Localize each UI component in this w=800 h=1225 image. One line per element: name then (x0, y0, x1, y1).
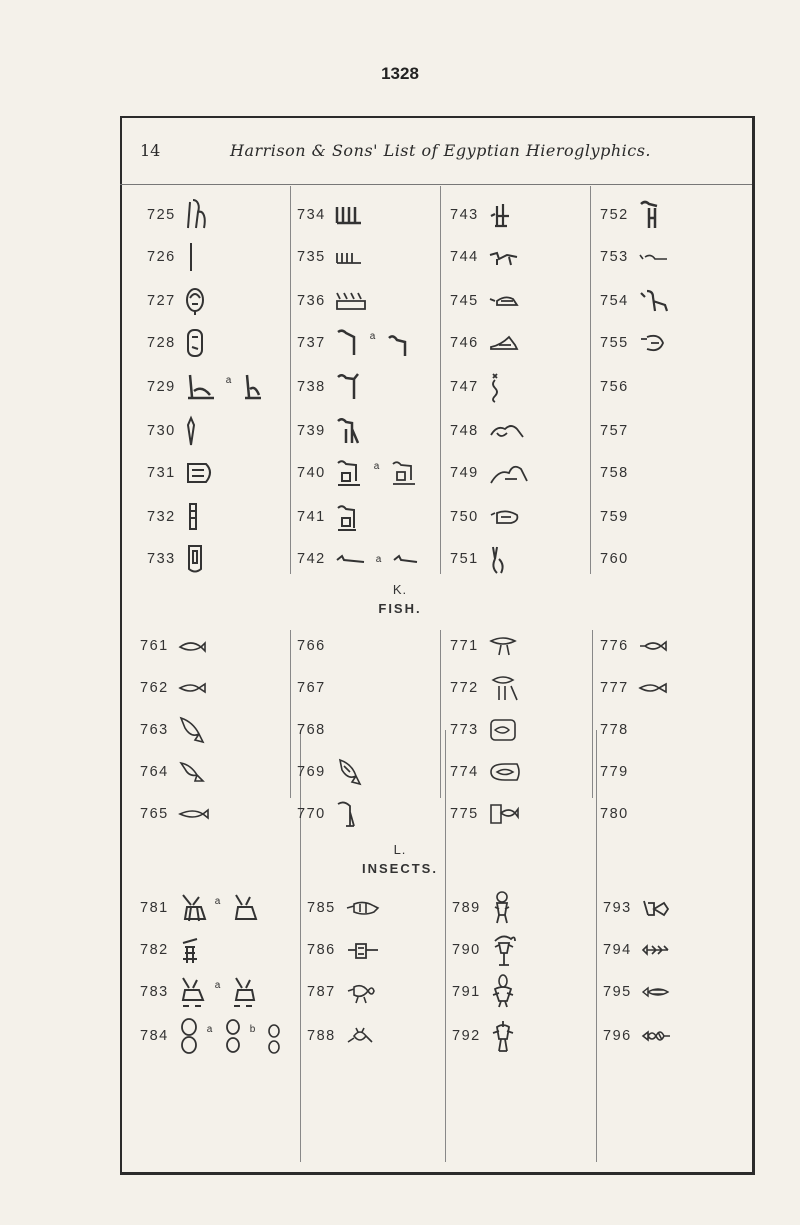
sign-entry: 756 (600, 379, 629, 395)
hieroglyph-icon (637, 331, 669, 355)
sign-entry: 769 (297, 760, 364, 784)
hieroglyph-icon (487, 459, 533, 487)
sign-entry: 786 (307, 938, 382, 962)
hieroglyph-icon (487, 247, 521, 267)
sign-entry: 748 (450, 419, 527, 443)
header-rule (120, 184, 752, 185)
section-name: FISH. (378, 601, 422, 616)
sign-entry: 764 (140, 760, 207, 784)
hieroglyph-icon (334, 203, 364, 227)
sign-entry: 790 (452, 938, 519, 962)
sign-entry: 767 (297, 680, 326, 696)
insect-icon (640, 1026, 674, 1046)
hieroglyph-icon (334, 371, 362, 403)
hieroglyph-icon (637, 198, 663, 232)
page-number: 1328 (381, 64, 419, 83)
hieroglyph-icon (184, 543, 206, 575)
sign-entry: 783 a (140, 980, 260, 1004)
sign-entry: 796 (603, 1024, 674, 1048)
sign-entry: 761 (140, 634, 207, 658)
hieroglyph-icon (334, 327, 360, 359)
sign-entry: 793 (603, 896, 672, 920)
sign-entry: 728 (147, 331, 206, 355)
fish-icon (487, 801, 521, 827)
hieroglyph-icon (385, 328, 411, 358)
sign-entry: 733 (147, 547, 206, 571)
sign-entry: 765 (140, 802, 211, 826)
insect-icon (640, 941, 672, 959)
sign-entry: 752 (600, 203, 663, 227)
variant-mark: a (373, 461, 381, 472)
sign-entry: 787 (307, 980, 378, 1004)
hieroglyph-icon (334, 415, 360, 447)
hieroglyph-icon (241, 371, 265, 403)
variant-mark: a (375, 553, 383, 565)
insect-icon (177, 1017, 201, 1055)
sign-entry: 743 (450, 203, 513, 227)
sign-entry: 791 (452, 980, 517, 1004)
column-divider (290, 630, 291, 798)
hieroglyph-icon (334, 247, 364, 267)
sign-entry: 740 a (297, 461, 419, 485)
header-title: Harrison & Sons' List of Egyptian Hieroglyphics. (230, 141, 651, 160)
sign-entry: 751 (450, 547, 509, 571)
hieroglyph-icon (487, 291, 521, 311)
section-heading-fish (0, 582, 800, 616)
fish-icon (487, 761, 525, 783)
sign-entry: 729 a (147, 375, 265, 399)
variant-mark: a (214, 980, 222, 991)
sign-entry: 768 (297, 722, 326, 738)
sign-entry: 766 (297, 638, 326, 654)
sign-entry: 757 (600, 423, 629, 439)
insect-icon (230, 891, 260, 925)
sign-entry: 795 (603, 980, 672, 1004)
section-letter: L. (393, 842, 407, 857)
sign-entry: 780 (600, 806, 629, 822)
fish-icon (334, 756, 364, 788)
hieroglyph-icon (184, 458, 216, 488)
sign-entry: 746 (450, 331, 521, 355)
hieroglyph-icon (334, 457, 364, 489)
variant-mark: a (369, 331, 377, 342)
insect-icon (265, 1017, 283, 1055)
sign-entry: 772 (450, 676, 521, 700)
hieroglyph-icon (184, 501, 202, 533)
insect-icon (344, 1024, 376, 1048)
fish-icon (177, 637, 207, 655)
hieroglyph-icon (487, 507, 523, 527)
hieroglyph-icon (487, 419, 527, 443)
sign-entry: 762 (140, 676, 207, 700)
sign-entry: 794 (603, 938, 672, 962)
sign-entry: 789 (452, 896, 515, 920)
sign-entry: 763 (140, 718, 207, 742)
insect-icon (344, 979, 378, 1005)
insect-icon (489, 931, 519, 969)
fish-icon (177, 806, 211, 822)
sign-entry: 744 (450, 245, 521, 269)
fish-icon (637, 680, 669, 696)
insect-icon (640, 984, 672, 1000)
sign-entry: 778 (600, 722, 629, 738)
hieroglyph-icon (184, 415, 198, 447)
hieroglyph-icon (637, 287, 671, 315)
column-divider (590, 186, 591, 574)
hieroglyph-icon (184, 198, 212, 232)
fish-icon (177, 759, 207, 785)
hieroglyph-icon (487, 200, 513, 230)
sign-entry: 749 (450, 461, 533, 485)
sign-entry: 774 (450, 760, 525, 784)
sign-entry: 726 (147, 245, 198, 269)
sign-entry: 788 (307, 1024, 376, 1048)
sign-entry: 784 a b (140, 1024, 283, 1048)
sign-entry: 737 a (297, 331, 411, 355)
variant-mark: b (249, 1024, 257, 1035)
insect-icon (344, 898, 382, 918)
sign-entry: 792 (452, 1024, 517, 1048)
sign-entry: 760 (600, 551, 629, 567)
sign-entry: 758 (600, 465, 629, 481)
insect-icon (177, 935, 203, 965)
sign-entry: 781 a (140, 896, 260, 920)
insect-icon (489, 973, 517, 1011)
variant-mark: a (225, 375, 233, 386)
hieroglyph-icon (334, 289, 368, 313)
sign-entry: 753 (600, 245, 671, 269)
sign-entry: 779 (600, 764, 629, 780)
sign-entry: 759 (600, 509, 629, 525)
sign-entry: 741 (297, 505, 360, 529)
hieroglyph-icon (184, 241, 198, 273)
sign-entry: 742 a (297, 547, 421, 571)
sign-entry: 785 (307, 896, 382, 920)
hieroglyph-icon (487, 543, 509, 575)
sign-entry: 739 (297, 419, 360, 443)
column-divider (440, 186, 441, 574)
sign-entry: 731 (147, 461, 216, 485)
fish-icon (487, 672, 521, 704)
insect-icon (640, 897, 672, 919)
hieroglyph-icon (487, 333, 521, 353)
section-name: INSECTS. (362, 861, 438, 876)
fish-icon (177, 679, 207, 697)
sign-entry: 734 (297, 203, 364, 227)
fish-icon (177, 714, 207, 746)
insect-icon (344, 938, 382, 962)
header-page-number: 14 (140, 141, 161, 160)
hieroglyph-icon (334, 550, 368, 568)
insect-icon (177, 974, 211, 1010)
fish-icon (637, 637, 669, 655)
hieroglyph-icon (487, 371, 503, 403)
fish-icon (487, 717, 521, 743)
column-divider (596, 730, 597, 1162)
sign-entry: 771 (450, 634, 521, 658)
column-divider (290, 186, 291, 574)
section-heading-insects (0, 842, 800, 876)
sign-entry: 755 (600, 331, 669, 355)
sign-entry: 747 (450, 375, 503, 399)
sign-entry: 725 (147, 203, 212, 227)
sign-entry: 730 (147, 419, 198, 443)
insect-icon (177, 891, 211, 925)
column-divider (592, 630, 593, 798)
insect-icon (489, 889, 515, 927)
sign-entry: 776 (600, 634, 669, 658)
sign-entry: 777 (600, 676, 669, 700)
section-letter: K. (392, 582, 408, 597)
sign-entry: 770 (297, 802, 358, 826)
sign-entry: 745 (450, 289, 521, 313)
column-divider (300, 730, 301, 1162)
sign-entry: 782 (140, 938, 203, 962)
hieroglyph-icon (184, 286, 206, 316)
variant-mark: a (206, 1024, 214, 1035)
hieroglyph-icon (389, 458, 419, 488)
hieroglyph-icon (184, 327, 206, 359)
insect-icon (230, 974, 260, 1010)
hieroglyph-icon (184, 371, 220, 403)
hieroglyph-icon (391, 550, 421, 568)
fish-icon (334, 798, 358, 830)
sign-entry: 735 (297, 245, 364, 269)
sign-entry: 754 (600, 289, 671, 313)
variant-mark: a (214, 896, 222, 907)
column-divider (440, 630, 441, 798)
insect-icon (222, 1017, 244, 1055)
sign-entry: 727 (147, 289, 206, 313)
insect-icon (489, 1017, 517, 1055)
hieroglyph-icon (334, 502, 360, 532)
sign-entry: 738 (297, 375, 362, 399)
sign-entry: 750 (450, 505, 523, 529)
sign-entry: 732 (147, 505, 202, 529)
sign-entry: 773 (450, 718, 521, 742)
sign-entry: 736 (297, 289, 368, 313)
fish-icon (487, 633, 521, 659)
sign-entry: 775 (450, 802, 521, 826)
column-divider (445, 730, 446, 1162)
hieroglyph-icon (637, 249, 671, 265)
